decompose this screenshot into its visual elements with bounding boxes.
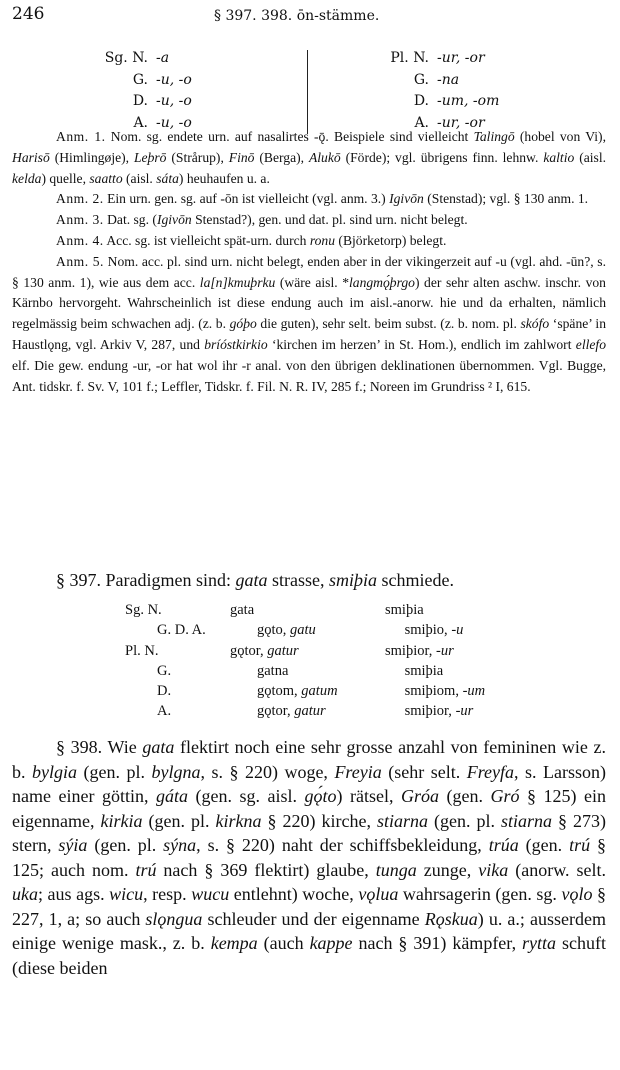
case-label: D. xyxy=(132,93,148,109)
case-ending: -u, -o xyxy=(156,71,192,88)
paradigm-row: G. gatna smiþia xyxy=(157,662,444,679)
case-ending: -a xyxy=(156,50,170,66)
case-label: Pl. N. xyxy=(390,50,429,66)
ending-paradigm-table xyxy=(100,48,520,136)
page-number: 246 xyxy=(12,4,45,24)
case-ending: -ur, -or xyxy=(437,114,485,131)
paradigm-row xyxy=(100,48,270,70)
section-398-body: § 398. Wie gata flektirt noch eine sehr grosse anzahl von femininen wie z. b. bylgia (gen. pl. bylgna, s. § 220) woge, Freyia (sehr selt. Freyfa, s. Larsson) name einer göttin, gáta (gen. sg. aisl. gǫ́to) rätsel, Gróa (gen. Gró § 125) ein eigenname, kirkia (gen. pl. kirkna § 220) kirche, stiarna (gen. pl. stiarna § 273) stern, sýia (gen. pl. sýna, s. § 220) naht der schiffsbekleidung, trúa (gen. trú § 125; auch nom. trú nach § 369 flektirt) glaube, tunga zunge, vika (anorw. selt. uka; aus ags. wicu, resp. wucu entlehnt) woche, vǫlua wahrsagerin (gen. sg. vǫlo § 227, 1, a; so auch slǫngua schleuder und der eigenname Rǫskua) u. a.; ausserdem einige wenige mask., z. b. kempa (auch kappe nach § 391) kämpfer, rytta schuft (diese beiden xyxy=(12,737,607,978)
section-397-heading: § 397. Paradigmen sind: gata strasse, smiþia schmiede. xyxy=(56,570,454,590)
note-5: Anm. 5. Nom. acc. pl. sind urn. nicht belegt, enden aber in der vikingerzeit auf -u (vgl. ahd. -ūn?, s. § 130 anm. 1), wie aus dem acc. la[n]kmuþrku (wäre aisl. *langmǫ́þrgo) der sehr alten aschw. inschr. von Kärnbo hervorgeht. Wahrscheinlich ist diese endung auch im aisl.-anorw. hie und da erhalten, nämlich regelmässig beim schwachen adj. (z. b. góþo die guten), sehr selt. beim subst. (z. b. nom. pl. skófo ‘späne’ in Haustlǫng, vgl. Arkiv V, 287, und bríóstkirkio ‘kirchen im herzen’ in St. Hom.), endlich im zahlwort ellefo elf. Die gew. endung -ur, -or hat wol ihr -r anal. von den übrigen deklinationen übernommen. Vgl. Bugge, Ant. tidskr. f. Sv. V, 101 f.; Leffler, Tidskr. f. Fil. N. R. IV, 285 f.; Noreen im Grundriss ² I, 615. xyxy=(12,253,606,394)
paradigm-row xyxy=(375,48,520,70)
case-label: Sg. N. xyxy=(104,50,148,66)
paradigm-row: G. D. A. gǫto, gatu smiþio, -u xyxy=(157,622,464,639)
case-ending: -um, -om xyxy=(437,93,500,109)
page-header xyxy=(12,4,608,28)
paradigm-row: D. gǫtom, gatum smiþiom, -um xyxy=(157,683,486,700)
plural-endings xyxy=(375,48,520,134)
running-title: § 397. 398. ōn-stämme. xyxy=(214,8,380,24)
case-ending: -u, -o xyxy=(156,93,192,109)
column-divider xyxy=(307,50,308,134)
paradigm-row: Sg. N. gata smiþia xyxy=(125,602,424,618)
paradigm-row: Pl. N. gǫtor, gatur smiþior, -ur xyxy=(125,642,454,659)
case-label: G. xyxy=(132,71,148,88)
paradigm-row xyxy=(100,70,270,92)
paradigm-row xyxy=(100,91,270,113)
note-2: Anm. 2. Ein urn. gen. sg. auf -ōn ist vielleicht (vgl. anm. 3.) Igivōn (Stenstad); vgl. § 130 anm. 1. xyxy=(56,191,589,207)
annotations xyxy=(12,127,606,397)
note-3: Anm. 3. Dat. sg. (Igivōn Stenstad?), gen. und dat. pl. sind urn. nicht belegt. xyxy=(56,212,468,228)
note-1: Anm. 1. Nom. sg. endete urn. auf nasalirtes -ǭ. Beispiele sind vielleicht Talingō (hobel von Vi), Harisō (Himlingøje), Leþrō (Strårup), Finō (Berga), Alukō (Förde); vgl. übrigens finn. lehnw. kaltio (aisl. kelda) quelle, saatto (aisl. sáta) heuhaufen u. a. xyxy=(12,129,606,186)
paradigm-row: A. gǫtor, gatur smiþior, -ur xyxy=(157,703,474,720)
case-label: A. xyxy=(414,114,429,131)
note-4: Anm. 4. Acc. sg. ist vielleicht spät-urn. durch ronu (Björketorp) belegt. xyxy=(56,232,447,248)
singular-endings xyxy=(100,48,270,134)
case-ending: -na xyxy=(437,71,460,88)
paradigm-row xyxy=(375,70,520,92)
case-label: A. xyxy=(133,114,148,131)
paradigm-row xyxy=(375,91,520,113)
case-ending: -ur, -or xyxy=(437,50,485,66)
case-ending: -u, -o xyxy=(156,114,192,131)
case-label: G. xyxy=(413,71,429,88)
case-label: D. xyxy=(413,93,429,109)
example-paradigm-table xyxy=(125,600,595,722)
